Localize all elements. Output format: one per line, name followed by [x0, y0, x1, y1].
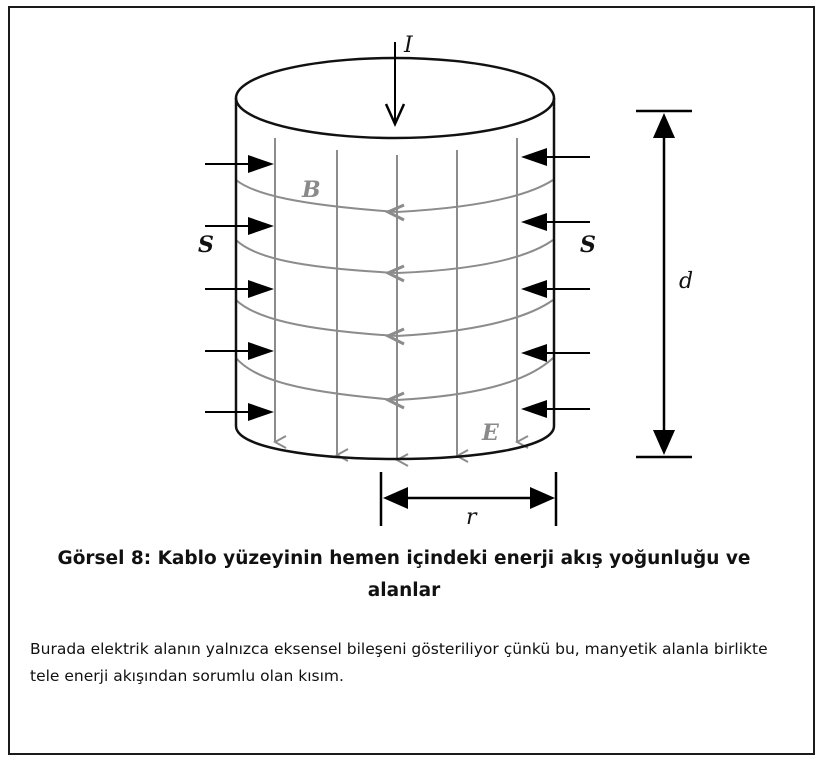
poynting-arrowhead — [521, 280, 547, 298]
cylinder-bottom — [236, 426, 554, 459]
radius-label: r — [466, 505, 477, 530]
poynting-label-right: S — [580, 232, 596, 258]
poynting-arrowhead — [521, 344, 547, 362]
b-field-loop — [236, 358, 553, 400]
dimension-arrowhead — [530, 487, 555, 509]
figure-caption-title: Görsel 8: Kablo yüzeyinin hemen içindeki enerji akış yoğunluğu ve alanlar — [57, 548, 751, 601]
magnetic-field-lines — [236, 180, 553, 408]
poynting-arrowhead — [248, 217, 274, 235]
poynting-label-left: S — [198, 232, 214, 258]
dimension-arrowhead — [653, 430, 675, 455]
dimension-arrowhead — [653, 113, 675, 138]
poynting-arrowhead — [521, 148, 547, 166]
length-label: d — [679, 269, 694, 294]
poynting-arrows-right — [521, 148, 590, 418]
b-field-loop — [236, 240, 553, 273]
figure-caption-description: Burada elektrik alanın yalnızca eksensel bileşeni gösteriliyor çünkü bu, manyetik alanla birlikte tele enerji akışından sorumlu olan kısım. — [30, 640, 768, 685]
poynting-arrowhead — [248, 280, 274, 298]
poynting-arrowhead — [248, 155, 274, 173]
poynting-arrowhead — [248, 403, 274, 421]
electric-field-label: E — [482, 420, 499, 446]
b-field-loop — [236, 180, 553, 212]
poynting-arrowhead — [521, 213, 547, 231]
magnetic-field-label: B — [302, 177, 321, 203]
poynting-arrowhead — [248, 342, 274, 360]
poynting-arrowhead — [521, 400, 547, 418]
dimension-arrowhead — [383, 487, 408, 509]
b-field-loop — [236, 300, 553, 336]
current-label: I — [404, 33, 413, 58]
poynting-arrows-left — [205, 155, 274, 421]
